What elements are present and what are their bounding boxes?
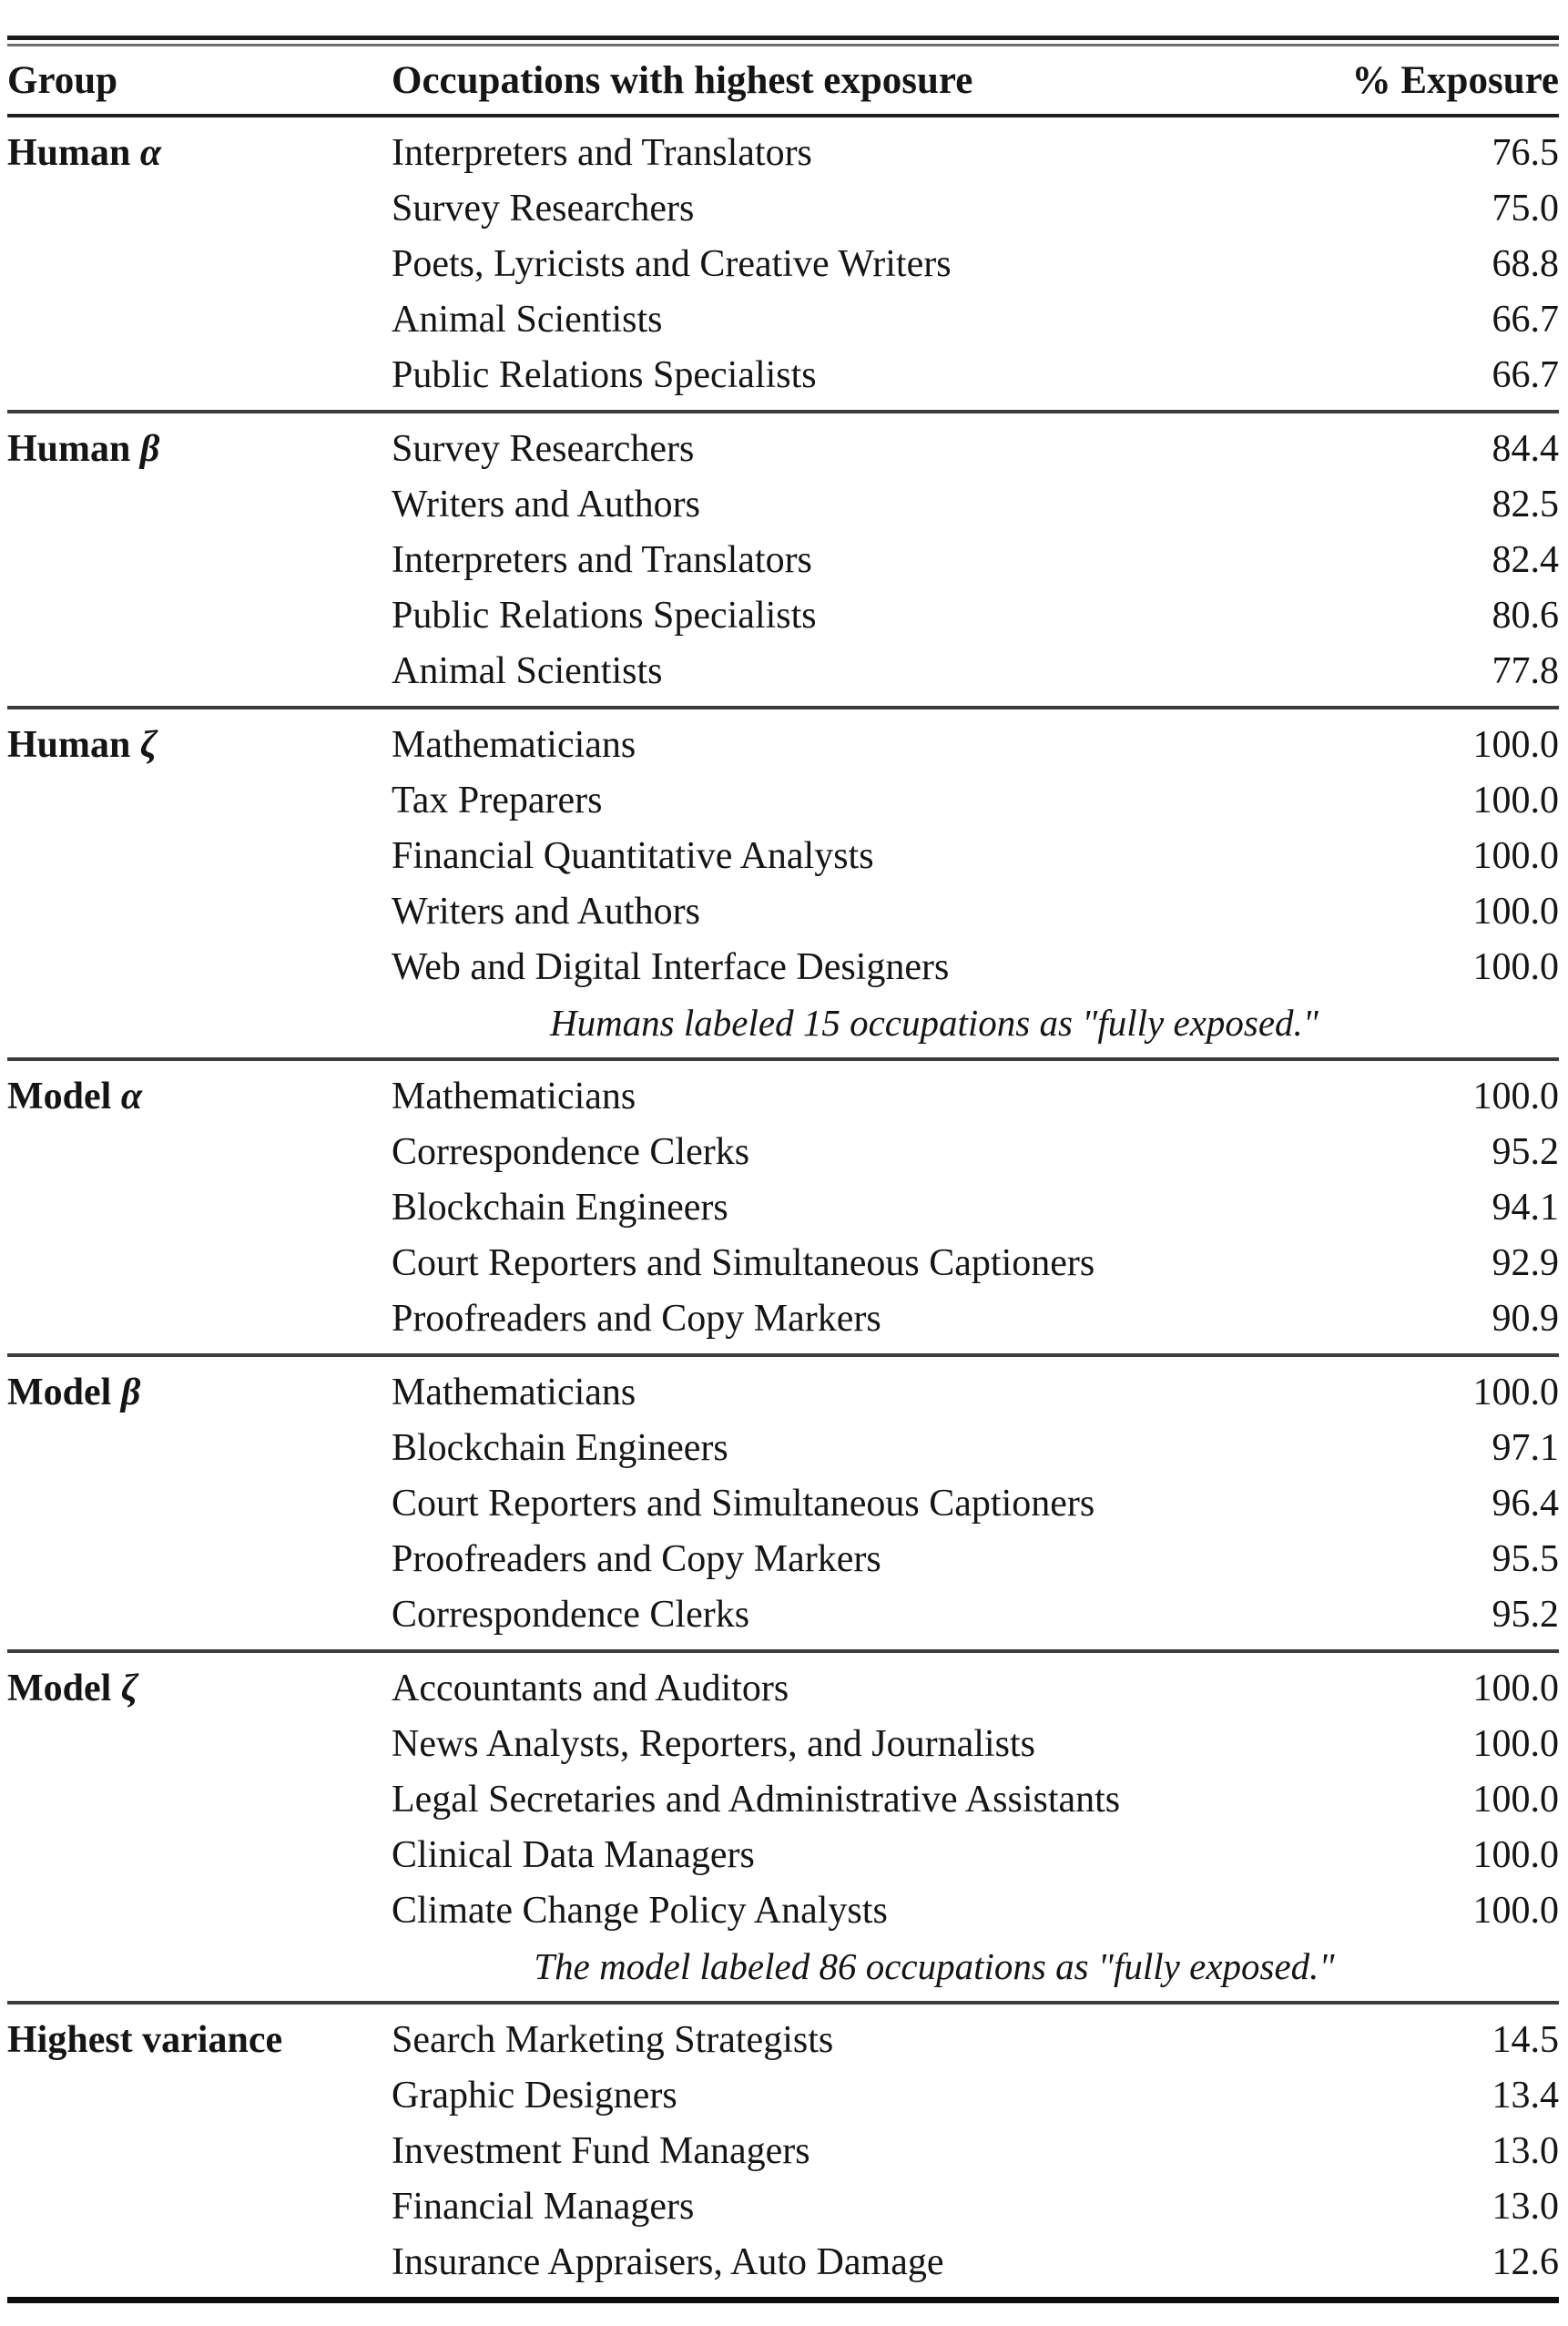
occupation-cell: Legal Secretaries and Administrative Assistants (392, 1778, 1121, 1821)
table-row (7, 421, 1559, 476)
exposure-cell: 100.0 (1472, 1722, 1559, 1765)
group-name: Highest variance (7, 2018, 283, 2061)
table-row (7, 2178, 1559, 2234)
occupation-cell: Interpreters and Translators (392, 538, 812, 581)
table-row (7, 2067, 1559, 2123)
table-row (7, 1882, 1559, 1938)
table-row (7, 532, 1559, 587)
exposure-cell: 13.0 (1492, 2129, 1559, 2172)
exposure-cell: 100.0 (1472, 779, 1559, 821)
table-row (7, 1364, 1559, 1420)
section-model-zeta (7, 1653, 1559, 2001)
table-row (7, 1531, 1559, 1586)
occupation-cell: Clinical Data Managers (392, 1833, 755, 1876)
table-row (7, 643, 1559, 699)
table-header-row (7, 46, 1559, 114)
occupation-cell: Survey Researchers (392, 187, 695, 230)
group-name: Human (7, 427, 131, 470)
occupation-cell: Interpreters and Translators (392, 131, 812, 174)
table-row (7, 2123, 1559, 2178)
table-row (7, 291, 1559, 347)
exposure-cell: 95.2 (1492, 1130, 1559, 1173)
group-cell (7, 2018, 392, 2062)
group-symbol: ζ (139, 723, 158, 766)
occupation-cell: Insurance Appraisers, Auto Damage (392, 2240, 944, 2283)
table-row (7, 1716, 1559, 1771)
occupation-cell: Animal Scientists (392, 649, 663, 692)
occupation-cell: Court Reporters and Simultaneous Captioners (392, 1482, 1095, 1525)
table-row (7, 1179, 1559, 1235)
section-human-zeta (7, 709, 1559, 1057)
table-row (7, 587, 1559, 643)
group-cell (7, 1075, 392, 1118)
occupation-cell: Writers and Authors (392, 890, 700, 933)
group-cell (7, 1667, 392, 1710)
occupation-cell: Survey Researchers (392, 427, 695, 470)
occupation-cell: Financial Quantitative Analysts (392, 834, 874, 877)
section-model-alpha (7, 1061, 1559, 1353)
exposure-cell: 92.9 (1492, 1241, 1559, 1284)
section-note: Humans labeled 15 occupations as "fully exposed." (549, 1001, 1319, 1044)
group-cell (7, 1371, 392, 1414)
exposure-cell: 100.0 (1472, 834, 1559, 877)
occupation-cell: Writers and Authors (392, 483, 700, 525)
section-note-row (7, 1938, 1559, 1994)
section-human-beta (7, 413, 1559, 706)
table-row (7, 1291, 1559, 1346)
exposure-cell: 100.0 (1472, 1778, 1559, 1821)
table-row (7, 1068, 1559, 1124)
section-highest-variance (7, 2005, 1559, 2297)
table-row (7, 1827, 1559, 1882)
section-note-row (7, 995, 1559, 1050)
occupation-cell: Accountants and Auditors (392, 1667, 789, 1709)
occupation-cell: Web and Digital Interface Designers (392, 945, 950, 988)
group-cell (7, 723, 392, 767)
occupation-cell: Investment Fund Managers (392, 2129, 810, 2172)
table-row (7, 939, 1559, 995)
exposure-cell: 82.4 (1492, 538, 1559, 581)
table-row (7, 2234, 1559, 2290)
exposure-cell: 84.4 (1492, 427, 1559, 470)
group-symbol: α (139, 131, 162, 174)
table-body (7, 117, 1559, 2297)
section-note: The model labeled 86 occupations as "fully exposed." (534, 1944, 1335, 1987)
group-name: Model (7, 1371, 112, 1413)
occupation-cell: Tax Preparers (392, 779, 603, 821)
occupation-cell: Climate Change Policy Analysts (392, 1889, 888, 1932)
group-cell (7, 427, 392, 471)
header-exposure: % Exposure (1351, 58, 1559, 102)
group-name: Human (7, 723, 131, 766)
occupation-cell: Correspondence Clerks (392, 1130, 750, 1173)
exposure-cell: 77.8 (1492, 649, 1559, 692)
exposure-cell: 95.2 (1492, 1593, 1559, 1636)
occupation-cell: Mathematicians (392, 723, 636, 766)
occupation-cell: Correspondence Clerks (392, 1593, 750, 1636)
exposure-cell: 100.0 (1472, 723, 1559, 766)
exposure-cell: 80.6 (1492, 594, 1559, 637)
exposure-cell: 94.1 (1492, 1186, 1559, 1229)
table-row (7, 828, 1559, 883)
table-row (7, 1586, 1559, 1642)
occupation-cell: News Analysts, Reporters, and Journalists (392, 1722, 1035, 1765)
group-cell (7, 131, 392, 175)
occupation-cell: Proofreaders and Copy Markers (392, 1297, 881, 1340)
exposure-cell: 100.0 (1472, 890, 1559, 933)
table-row (7, 2012, 1559, 2067)
table-row (7, 347, 1559, 403)
exposure-cell: 68.8 (1492, 242, 1559, 285)
occupation-cell: Search Marketing Strategists (392, 2018, 834, 2061)
table-row (7, 1660, 1559, 1716)
group-symbol: β (139, 427, 160, 470)
table-row (7, 476, 1559, 532)
occupation-cell: Poets, Lyricists and Creative Writers (392, 242, 952, 285)
occupation-cell: Blockchain Engineers (392, 1186, 728, 1229)
occupation-cell: Mathematicians (392, 1075, 636, 1117)
occupation-cell: Public Relations Specialists (392, 353, 817, 396)
header-occupation: Occupations with highest exposure (392, 58, 973, 102)
exposure-cell: 14.5 (1492, 2018, 1559, 2061)
table-row (7, 1235, 1559, 1291)
table-row (7, 236, 1559, 291)
header-group: Group (7, 58, 118, 102)
exposure-cell: 95.5 (1492, 1537, 1559, 1580)
group-symbol: α (120, 1075, 143, 1117)
exposure-cell: 75.0 (1492, 187, 1559, 230)
exposure-cell: 100.0 (1472, 1371, 1559, 1413)
table-row (7, 180, 1559, 236)
exposure-cell: 100.0 (1472, 1075, 1559, 1117)
occupation-cell: Animal Scientists (392, 298, 663, 341)
exposure-cell: 100.0 (1472, 945, 1559, 988)
section-human-alpha (7, 117, 1559, 410)
group-name: Model (7, 1667, 112, 1709)
table-row (7, 772, 1559, 828)
group-symbol: ζ (120, 1667, 138, 1709)
table-row (7, 1124, 1559, 1179)
exposure-cell: 13.4 (1492, 2074, 1559, 2117)
occupation-cell: Public Relations Specialists (392, 594, 817, 637)
table-row (7, 1475, 1559, 1531)
exposure-cell: 97.1 (1492, 1426, 1559, 1469)
exposure-cell: 100.0 (1472, 1667, 1559, 1709)
group-symbol: β (120, 1371, 141, 1413)
exposure-cell: 13.0 (1492, 2185, 1559, 2228)
table-row (7, 125, 1559, 180)
table-row (7, 717, 1559, 772)
exposure-cell: 90.9 (1492, 1297, 1559, 1340)
table-row (7, 1420, 1559, 1475)
exposure-cell: 82.5 (1492, 483, 1559, 525)
exposure-cell: 12.6 (1492, 2240, 1559, 2283)
occupation-cell: Proofreaders and Copy Markers (392, 1537, 881, 1580)
exposure-cell: 66.7 (1492, 353, 1559, 396)
occupation-cell: Graphic Designers (392, 2074, 677, 2117)
occupation-cell: Mathematicians (392, 1371, 636, 1413)
exposure-cell: 66.7 (1492, 298, 1559, 341)
exposure-cell: 96.4 (1492, 1482, 1559, 1525)
group-name: Human (7, 131, 131, 174)
section-model-beta (7, 1357, 1559, 1649)
table-row (7, 1771, 1559, 1827)
occupation-cell: Financial Managers (392, 2185, 695, 2228)
group-name: Model (7, 1075, 112, 1117)
table-row (7, 883, 1559, 939)
top-rule (7, 36, 1559, 46)
exposure-cell: 76.5 (1492, 131, 1559, 174)
occupation-cell: Court Reporters and Simultaneous Captioners (392, 1241, 1095, 1284)
exposure-cell: 100.0 (1472, 1889, 1559, 1932)
exposure-cell: 100.0 (1472, 1833, 1559, 1876)
bottom-rule (7, 2297, 1559, 2303)
occupation-cell: Blockchain Engineers (392, 1426, 728, 1469)
